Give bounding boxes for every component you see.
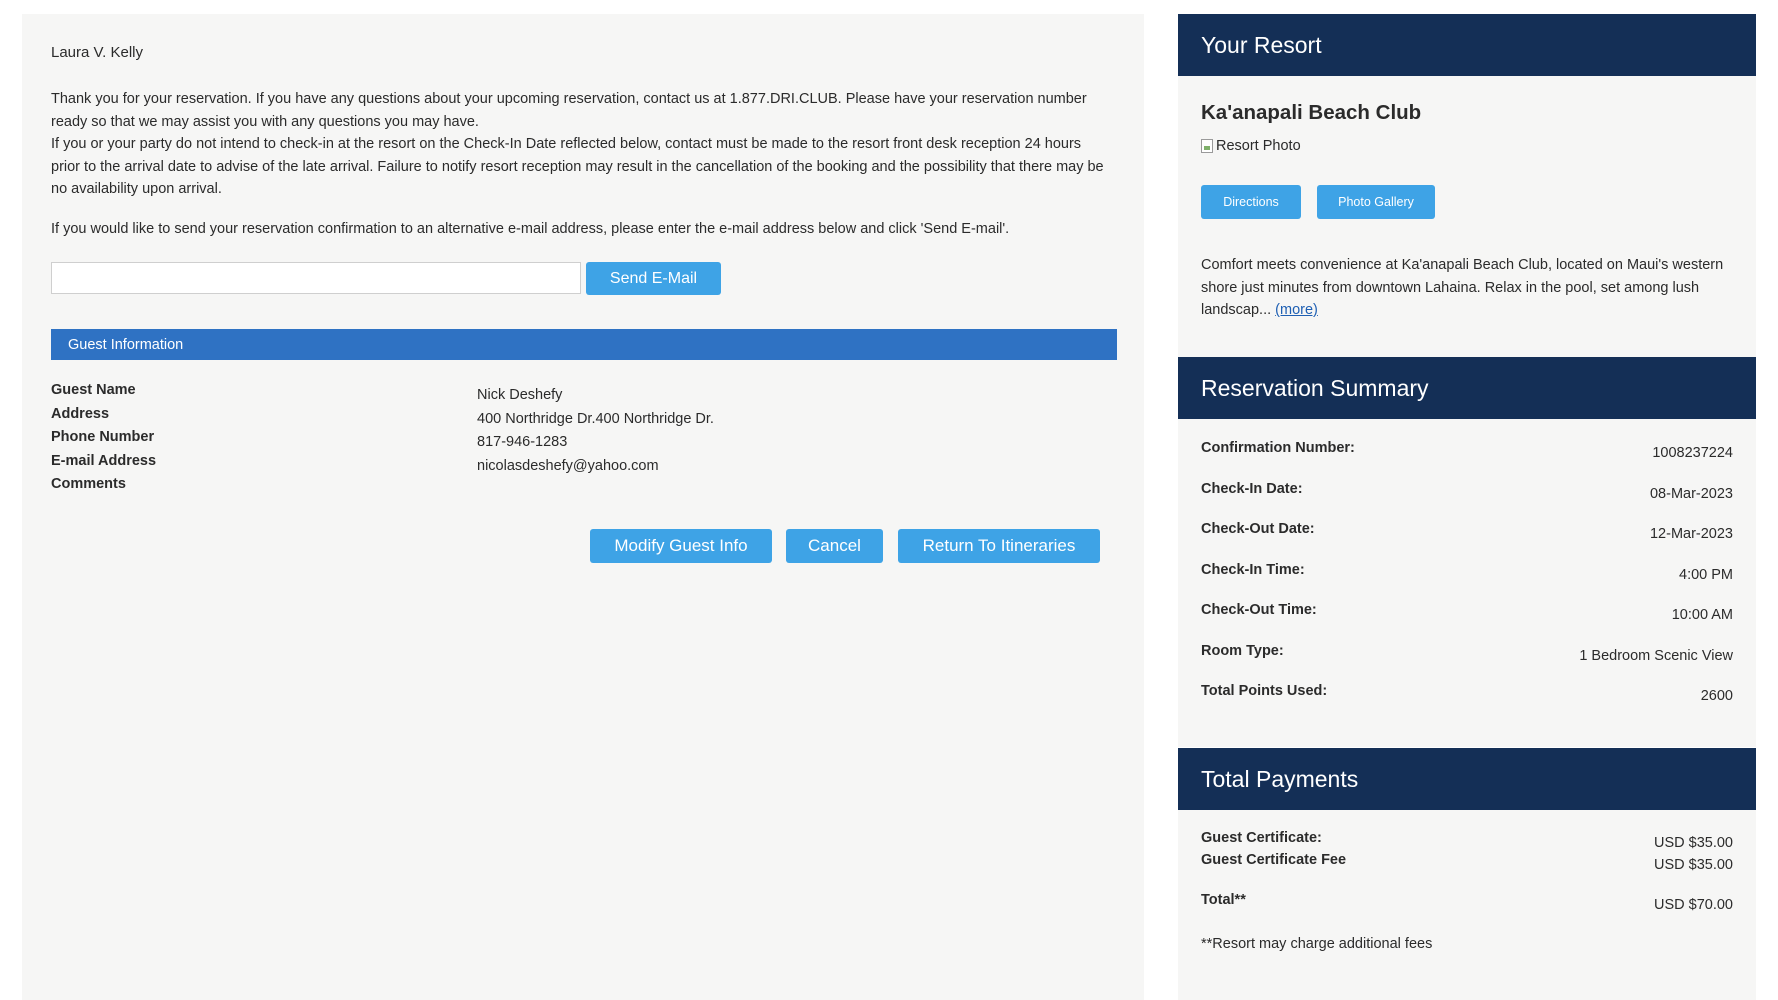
reservation-summary-header: Reservation Summary [1178, 357, 1756, 419]
email-label: E-mail Address [51, 452, 157, 469]
member-name: Laura V. Kelly [51, 44, 144, 61]
total-value: USD $70.00 [1654, 897, 1733, 913]
summary-label: Total Points Used: [1201, 683, 1328, 699]
check-out-date-row [1201, 521, 1733, 562]
return-to-itineraries-button[interactable]: Return To Itineraries [898, 529, 1100, 563]
summary-label: Confirmation Number: [1201, 440, 1355, 456]
photo-gallery-button[interactable]: Photo Gallery [1317, 185, 1435, 219]
more-link[interactable]: (more) [1275, 302, 1318, 318]
summary-label: Check-Out Time: [1201, 602, 1317, 618]
room-type-row [1201, 643, 1733, 684]
resort-description-text: Comfort meets convenience at Ka'anapali Beach Club, located on Maui's western shore just minutes from downtown Lahaina. Relax in the pool, set among lush landscap... [1201, 257, 1724, 318]
resort-name: Ka'anapali Beach Club [1201, 101, 1422, 124]
reservation-confirmation-panel [22, 14, 1144, 1000]
check-in-time-row [1201, 562, 1733, 603]
resort-description [1201, 254, 1726, 322]
reservation-summary-card [1178, 357, 1756, 747]
total-payments-header: Total Payments [1178, 748, 1756, 810]
alternate-email-input[interactable] [51, 262, 581, 294]
address-label: Address [51, 405, 110, 422]
check-out-time-row [1201, 602, 1733, 643]
your-resort-card [1178, 14, 1756, 358]
phone-label: Phone Number [51, 429, 155, 445]
directions-button[interactable]: Directions [1201, 185, 1301, 219]
modify-guest-info-button[interactable]: Modify Guest Info [590, 529, 772, 563]
summary-value: 4:00 PM [1679, 566, 1733, 583]
guest-info-values [477, 384, 714, 478]
your-resort-header: Your Resort [1178, 14, 1756, 76]
email-instructions: If you would like to send your reservation confirmation to an alternative e-mail address, please enter the e-mail address below and click 'Send E-mail'. [51, 221, 1010, 237]
intro-paragraph-late-arrival: If you or your party do not intend to check-in at the resort on the Check-In Date reflected below, contact must be made to the resort front desk reception 24 hours prior to the arrival date to advise of the late arrival. Failure to notify resort reception may result in the cancellation of the booking and the possibility that there may be no availability upon arrival. [51, 136, 1104, 197]
intro-text [51, 88, 1113, 201]
total-payments-card [1178, 748, 1756, 1000]
cancel-button[interactable]: Cancel [786, 529, 883, 563]
guest-info-labels [51, 379, 156, 497]
summary-value: 10:00 AM [1671, 607, 1733, 623]
comments-label: Comments [51, 476, 126, 492]
send-email-button[interactable]: Send E-Mail [586, 262, 721, 295]
summary-list [1201, 440, 1733, 724]
address-value: 400 Northridge Dr.400 Northridge Dr. [477, 410, 714, 427]
guest-certificate-fee-value: USD $35.00 [1654, 857, 1733, 873]
confirmation-number-row [1201, 440, 1733, 481]
summary-value: 12-Mar-2023 [1649, 526, 1733, 542]
guest-certificate-fee-label: Guest Certificate Fee [1201, 852, 1347, 868]
guest-name-value: Nick Deshefy [477, 387, 563, 403]
summary-label: Check-In Date: [1201, 480, 1303, 497]
additional-fees-note: **Resort may charge additional fees [1201, 936, 1433, 952]
resort-photo [1201, 138, 1301, 154]
resort-photo-alt-text: Resort Photo [1216, 138, 1301, 154]
summary-value: 1008237224 [1652, 445, 1733, 461]
summary-label: Check-In Time: [1201, 561, 1305, 578]
summary-value: 2600 [1700, 688, 1733, 704]
broken-image-icon [1201, 139, 1213, 153]
summary-label: Check-Out Date: [1201, 521, 1315, 537]
summary-value: 1 Bedroom Scenic View [1579, 647, 1733, 664]
total-label: Total** [1201, 892, 1246, 908]
guest-name-label: Guest Name [51, 382, 136, 398]
phone-value: 817-946-1283 [477, 434, 568, 450]
total-points-row [1201, 683, 1733, 724]
guest-certificate-value: USD $35.00 [1654, 835, 1733, 851]
intro-paragraph-contact: Thank you for your reservation. If you have any questions about your upcoming reservation, contact us at 1.877.DRI.CLUB. Please have your reservation number ready so that we may assist you with any questions you may have. [51, 91, 1087, 130]
summary-label: Room Type: [1201, 642, 1284, 659]
email-value: nicolasdeshefy@yahoo.com [477, 457, 659, 474]
guest-certificate-label: Guest Certificate: [1201, 830, 1322, 846]
check-in-date-row [1201, 481, 1733, 522]
guest-information-header: Guest Information [51, 329, 1117, 360]
summary-value: 08-Mar-2023 [1649, 485, 1733, 502]
